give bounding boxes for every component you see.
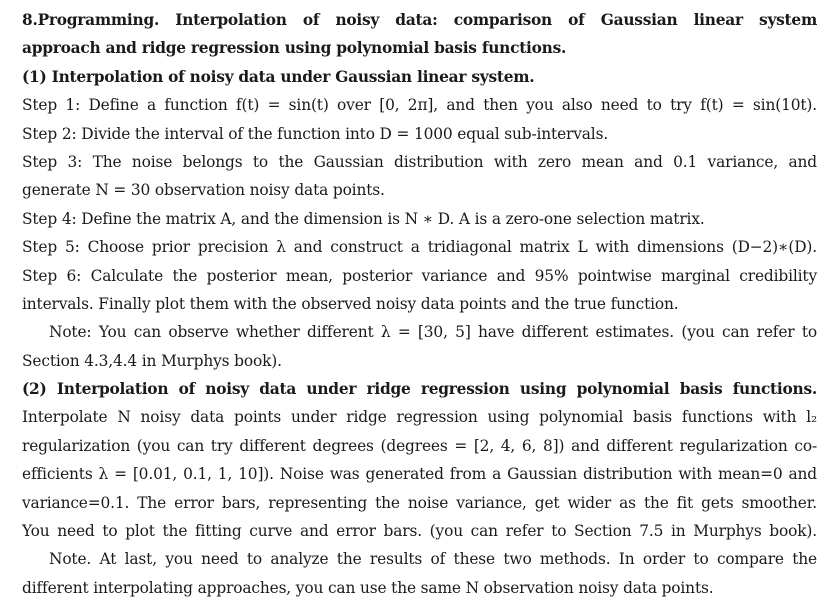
note1-text-line-1: Note: You can observe whether different λ = [30, 5] have different estimates. (you can refer to: [49, 323, 817, 342]
part2-text-line-5: You need to plot the fitting curve and error bars. (you can refer to Section 7.5 in Murphys book).: [22, 522, 817, 541]
step5-text: Step 5: Choose prior precision λ and construct a tridiagonal matrix L with dimensions (D−2)∗(D).: [22, 238, 817, 257]
step1-text: Step 1: Define a function f(t) = sin(t) over [0, 2π], and then you also need to try f(t) = sin(10t).: [22, 96, 817, 115]
part2-text-line-2: regularization (you can try different degrees (degrees = [2, 4, 6, 8]) and different regularization co-: [22, 436, 817, 455]
step6-text-line-1: Step 6: Calculate the posterior mean, posterior variance and 95% pointwise marginal credibility: [22, 266, 817, 285]
part1-heading: (1) Interpolation of noisy data under Gaussian linear system.: [22, 67, 535, 86]
problem-heading-line-2: approach and ridge regression using polynomial basis functions.: [22, 39, 567, 58]
note2-text-line-1: Note. At last, you need to analyze the results of these two methods. In order to compare the: [49, 550, 817, 569]
step2-text: Step 2: Divide the interval of the function into D = 1000 equal sub-intervals.: [22, 124, 609, 143]
note2-text-line-2: different interpolating approaches, you can use the same N observation noisy data points.: [22, 578, 714, 597]
step3-text-line-1: Step 3: The noise belongs to the Gaussian distribution with zero mean and 0.1 variance, and: [22, 152, 817, 171]
part2-text-line-3: efficients λ = [0.01, 0.1, 1, 10]). Noise was generated from a Gaussian distribution with mean=0 and: [22, 465, 817, 484]
part2-text-line-1: Interpolate N noisy data points under ridge regression using polynomial basis functions with l₂: [22, 408, 817, 427]
note1-text-line-2: Section 4.3,4.4 in Murphys book).: [22, 351, 282, 370]
part2-heading: (2) Interpolation of noisy data under ridge regression using polynomial basis functions.: [22, 380, 817, 399]
step3-text-line-2: generate N = 30 observation noisy data points.: [22, 181, 385, 200]
problem-heading-line-1: 8.Programming. Interpolation of noisy data: comparison of Gaussian linear system: [22, 11, 817, 29]
part2-text-line-4: variance=0.1. The error bars, representing the noise variance, get wider as the fit gets smoother.: [22, 493, 817, 512]
step6-text-line-2: intervals. Finally plot them with the observed noisy data points and the true function.: [22, 294, 679, 313]
step4-text: Step 4: Define the matrix A, and the dimension is N ∗ D. A is a zero-one selection matrix.: [22, 209, 705, 228]
